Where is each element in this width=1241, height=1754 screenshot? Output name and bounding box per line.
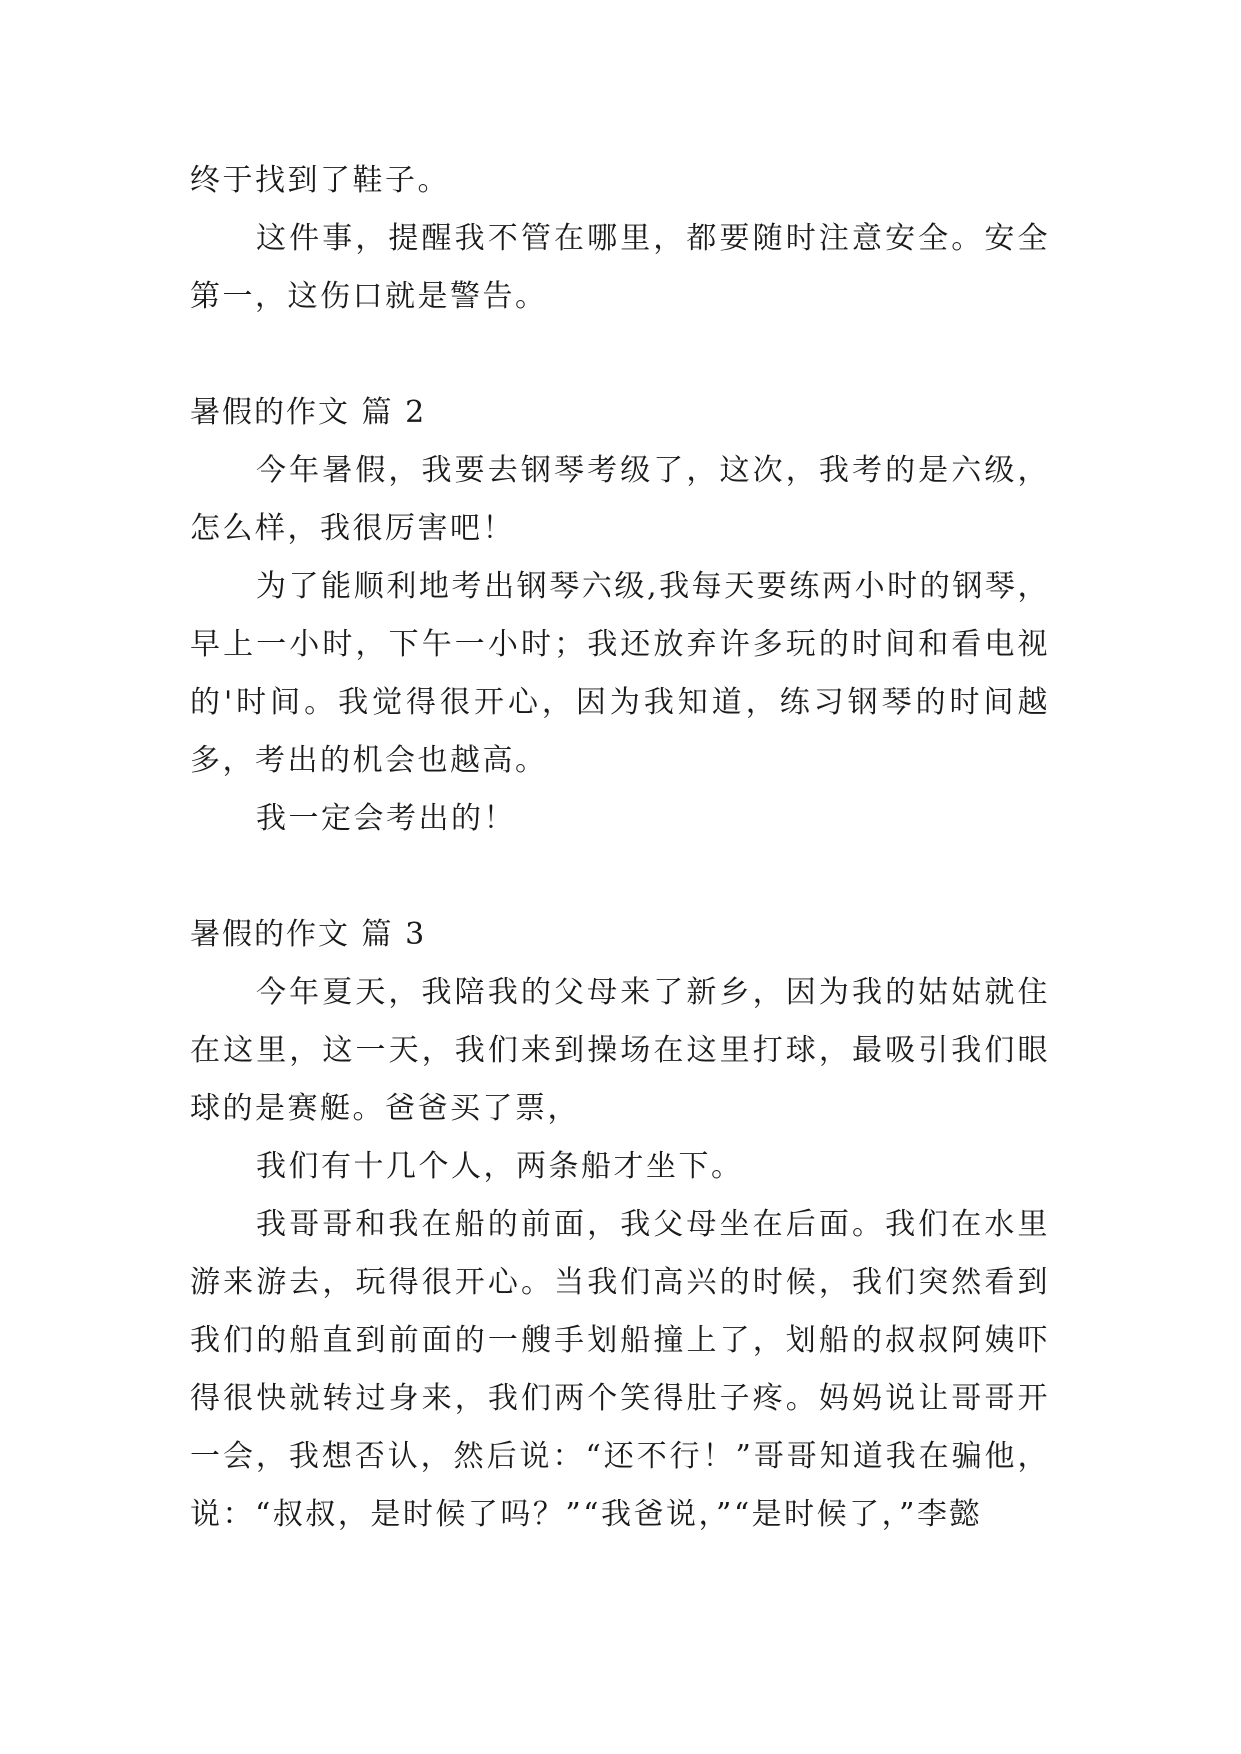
paragraph: 我们有十几个人，两条船才坐下。 — [256, 1149, 744, 1184]
paragraph: 我一定会考出的！ — [256, 801, 516, 836]
paragraph: 为了能顺利地考出钢琴六级,我每天要练两小时的钢琴，早上一小时，下午一小时；我还放弃许多玩的时间和看电视的'时间。我觉得很开心，因为我知道，练习钢琴的时间越多，考出的机会也越高。 — [190, 569, 1050, 778]
section-heading: 暑假的作文 篇 2 — [190, 395, 427, 430]
paragraph: 终于找到了鞋子。 — [190, 163, 450, 198]
section-heading: 暑假的作文 篇 3 — [190, 917, 427, 952]
section-spacer — [190, 326, 1050, 384]
paragraph: 这件事，提醒我不管在哪里，都要随时注意安全。安全第一，这伤口就是警告。 — [190, 221, 1050, 314]
section-spacer — [190, 848, 1050, 906]
document-body — [190, 152, 1050, 1544]
paragraph: 今年夏天，我陪我的父母来了新乡，因为我的姑姑就住在这里，这一天，我们来到操场在这里打球，最吸引我们眼球的是赛艇。爸爸买了票， — [190, 975, 1050, 1126]
paragraph: 今年暑假，我要去钢琴考级了，这次，我考的是六级，怎么样，我很厉害吧！ — [190, 453, 1050, 546]
paragraph: 我哥哥和我在船的前面，我父母坐在后面。我们在水里游来游去，玩得很开心。当我们高兴的时候，我们突然看到我们的船直到前面的一艘手划船撞上了，划船的叔叔阿姨吓得很快就转过身来，我们两个笑得肚子疼。妈妈说让哥哥开一会，我想否认，然后说：“还不行！”哥哥知道我在骗他，说：“叔叔，是时候了吗？”“我爸说，”“是时候了，”李懿 — [190, 1207, 1050, 1532]
